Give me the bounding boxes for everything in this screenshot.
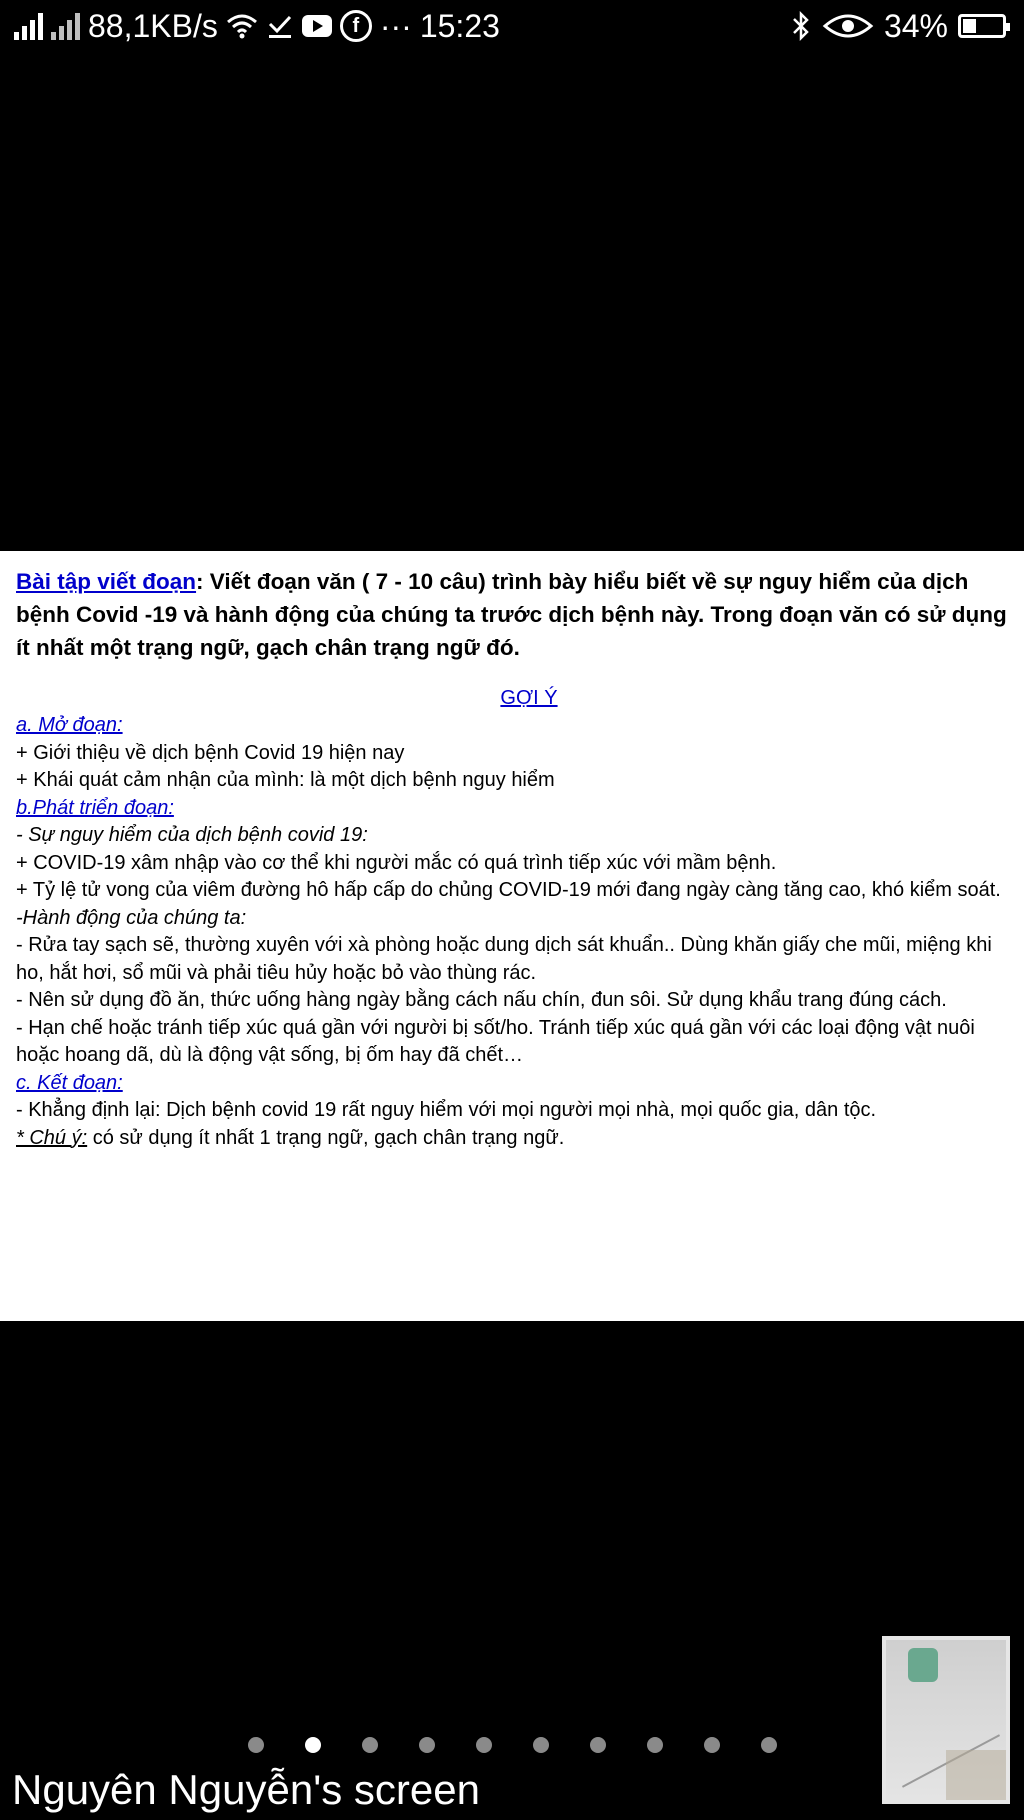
battery-icon (958, 14, 1006, 38)
page-dot[interactable] (647, 1737, 663, 1753)
section-c-line-1: - Khẳng định lại: Dịch bệnh covid 19 rất nguy hiểm với mọi người mọi nhà, mọi quốc gia, dân tộc. (16, 1099, 877, 1121)
page-dot[interactable] (476, 1737, 492, 1753)
self-video-thumbnail[interactable] (882, 1636, 1010, 1804)
section-b-line-3: - Rửa tay sạch sẽ, thường xuyên với xà phòng hoặc dung dịch sát khuẩn.. Dùng khăn giấy che mũi, miệng khi ho, hắt hơi, sổ mũi và phải tiêu hủy hoặc bỏ vào thùng rác. (16, 934, 992, 984)
section-b-line-5: - Hạn chế hoặc tránh tiếp xúc quá gần với người bị sốt/ho. Tránh tiếp xúc quá gần với các loại động vật nuôi hoặc hoang dã, dù là động vật sống, bị ốm hay đã chết… (16, 1016, 975, 1066)
hint-heading: GỢI Ý (500, 687, 558, 709)
page-dot[interactable] (704, 1737, 720, 1753)
wifi-icon (226, 13, 258, 39)
clock: 15:23 (419, 7, 500, 44)
section-b-subheading-2: -Hành động của chúng ta: (16, 906, 247, 929)
section-b-line-2: + Tỷ lệ tử vong của viêm đường hô hấp cấp do chủng COVID-19 mới đang ngày càng tăng cao, khó kiểm soát. (16, 879, 1001, 901)
sim-signal-icon (51, 12, 80, 40)
note-text: có sử dụng ít nhất 1 trạng ngữ, gạch chân trạng ngữ. (87, 1126, 565, 1149)
exercise-title-text: : Viết đoạn văn ( 7 - 10 câu) trình bày hiểu biết về sự nguy hiểm của dịch bệnh Covid -19 và hành động của chúng ta trước dịch bệnh này. Trong đoạn văn có sử dụng ít nhất một trạng ngữ, gạch chân trạng ngữ đó. (16, 569, 1007, 660)
more-icon: ··· (379, 7, 412, 44)
note (16, 1125, 1012, 1153)
cell-signal-icon (14, 12, 43, 40)
section-b-line-4: - Nên sử dụng đồ ăn, thức uống hàng ngày bằng cách nấu chín, đun sôi. Sử dụng khẩu trang đúng cách. (16, 989, 947, 1011)
section-a-line-2: + Khái quát cảm nhận của mình: là một dịch bệnh nguy hiểm (16, 769, 555, 791)
exercise-title-lead: Bài tập viết đoạn (16, 569, 197, 594)
page-dot[interactable] (248, 1737, 264, 1753)
note-label: * Chú ý: (16, 1126, 88, 1149)
net-speed: 88,1KB/s (88, 7, 218, 44)
status-bar (0, 0, 1024, 52)
facebook-icon: f (340, 10, 372, 42)
section-a-line-1: + Giới thiệu về dịch bệnh Covid 19 hiện nay (16, 741, 405, 764)
page-dot[interactable] (533, 1737, 549, 1753)
page-dot[interactable] (590, 1737, 606, 1753)
page-dot[interactable] (761, 1737, 777, 1753)
section-c-heading: c. Kết đoạn: (16, 1071, 123, 1094)
battery-percent: 34% (883, 7, 948, 44)
eye-icon (822, 12, 874, 40)
page-indicator[interactable] (248, 1737, 777, 1753)
section-a-heading: a. Mở đoạn: (16, 714, 123, 736)
section-b-subheading-1: - Sự nguy hiểm của dịch bệnh covid 19: (16, 824, 368, 846)
screen-owner-name: Nguyên Nguyễn's screen (12, 1766, 480, 1813)
page-dot[interactable] (362, 1737, 378, 1753)
shared-document (0, 551, 1024, 1321)
youtube-icon (302, 15, 332, 37)
section-b-heading: b.Phát triển đoạn: (16, 796, 174, 819)
section-b-line-1: + COVID-19 xâm nhập vào cơ thể khi người mắc có quá trình tiếp xúc với mầm bệnh. (16, 851, 777, 874)
page-dot[interactable] (305, 1737, 321, 1753)
page-dot[interactable] (419, 1737, 435, 1753)
download-done-icon (266, 12, 294, 40)
bluetooth-icon (790, 11, 812, 41)
exercise-title (16, 565, 1012, 664)
